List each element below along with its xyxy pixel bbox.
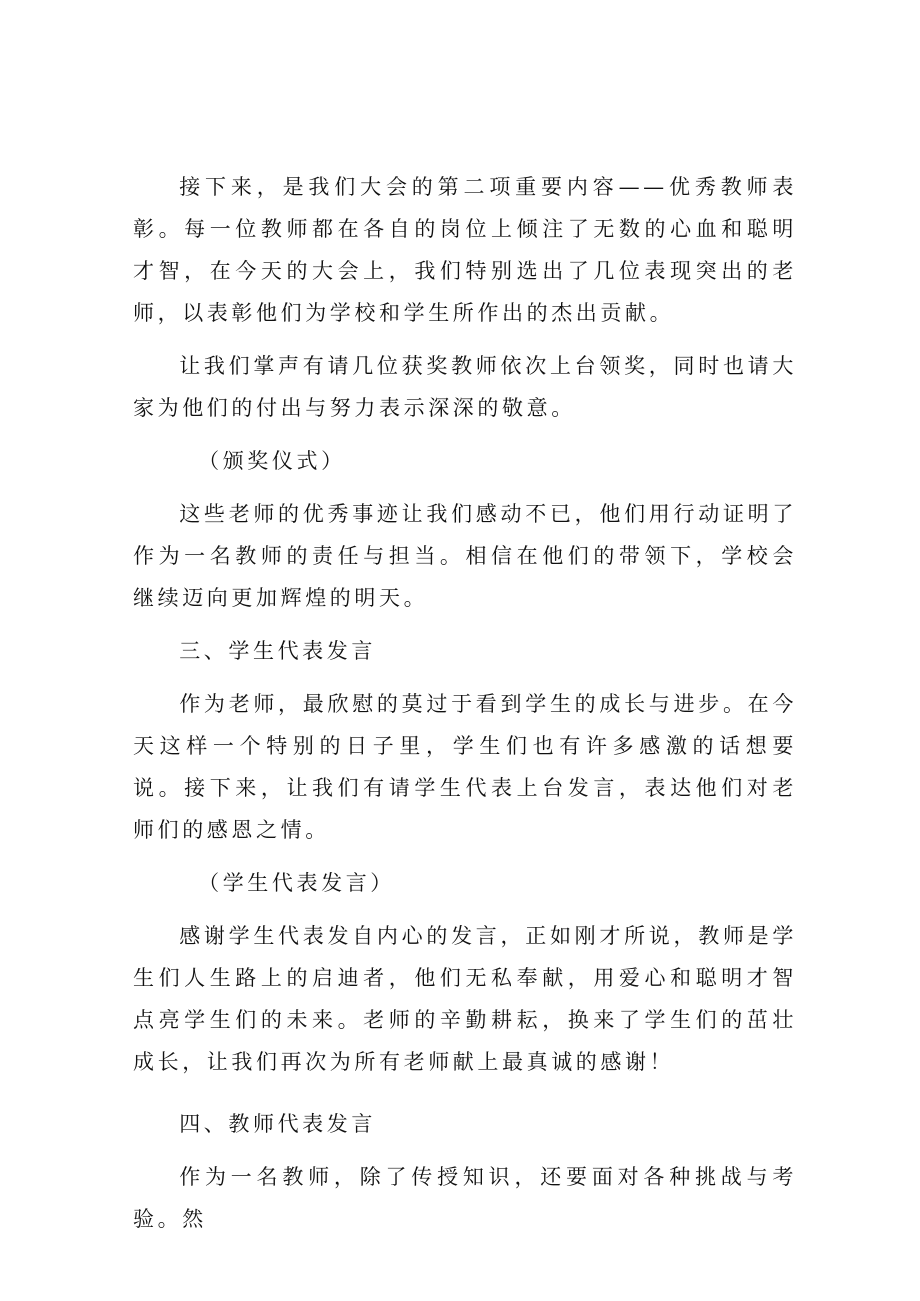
paragraph-invite-winners: 让我们掌声有请几位获奖教师依次上台领奖，同时也请大家为他们的付出与努力表示深深的敬意。 — [133, 354, 797, 420]
stage-note-award-ceremony: （颁奖仪式） — [198, 449, 346, 473]
paragraph-student-speech-intro: 作为老师，最欣慰的莫过于看到学生的成长与进步。在今天这样一个特别的日子里，学生们也有许多感激的话想要说。接下来，让我们有请学生代表上台发言，表达他们对老师们的感恩之情。 — [133, 692, 797, 842]
paragraph-thanks-student: 感谢学生代表发自内心的发言，正如刚才所说，教师是学生们人生路上的启迪者，他们无私奉献，用爱心和聪明才智点亮学生们的未来。老师的辛勤耕耘，换来了学生们的茁壮成长，让我们再次为所有老师献上最真诚的感谢！ — [133, 924, 797, 1074]
paragraph-teacher-praise: 这些老师的优秀事迹让我们感动不已，他们用行动证明了作为一名教师的责任与担当。相信在他们的带领下，学校会继续迈向更加辉煌的明天。 — [133, 502, 797, 610]
stage-note-student-speech: （学生代表发言） — [198, 871, 395, 895]
section-heading-student-speech: 三、学生代表发言 — [179, 639, 376, 663]
section-heading-teacher-speech: 四、教师代表发言 — [179, 1112, 376, 1136]
document-body — [133, 166, 797, 1251]
paragraph-teacher-speech-intro: 作为一名教师，除了传授知识，还要面对各种挑战与考验。然 — [133, 1165, 797, 1231]
paragraph-award-intro: 接下来，是我们大会的第二项重要内容——优秀教师表彰。每一位教师都在各自的岗位上倾注了无数的心血和聪明才智，在今天的大会上，我们特别选出了几位表现突出的老师，以表彰他们为学校和学生所作出的杰出贡献。 — [133, 175, 797, 325]
